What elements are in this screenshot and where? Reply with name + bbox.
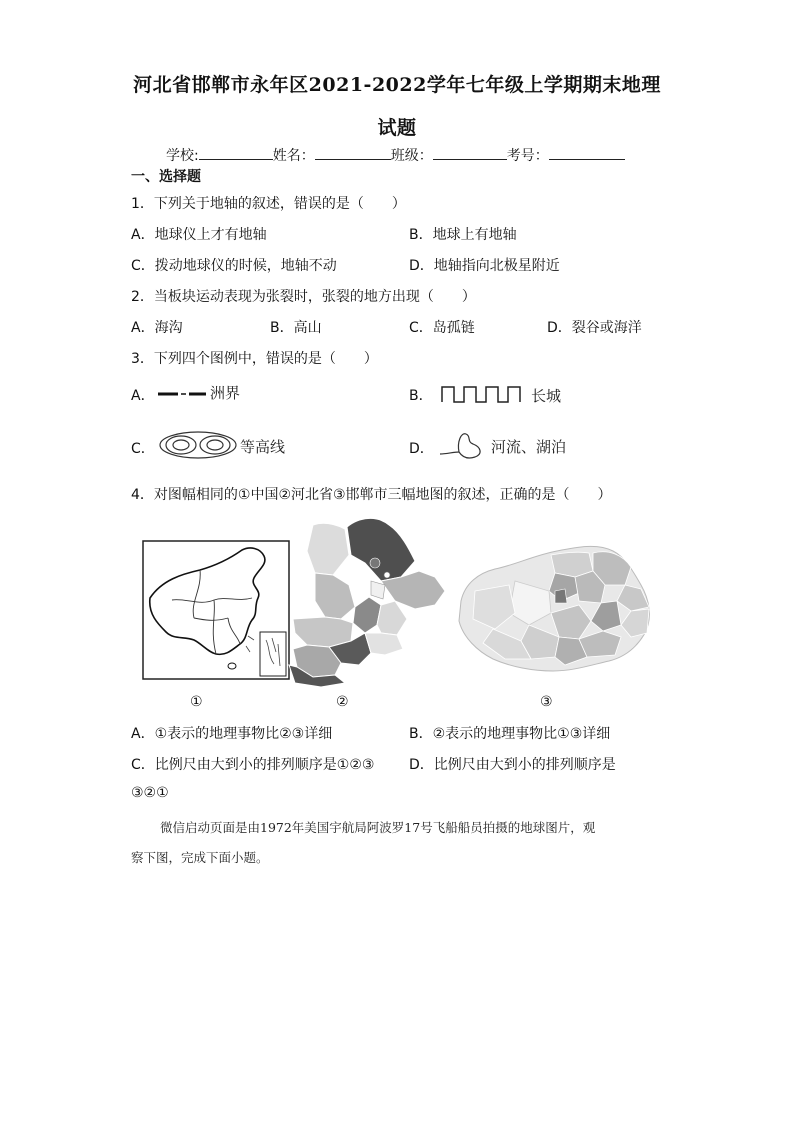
passage-line1: 微信启动页面是由1972年美国宇航局阿波罗17号飞船船员拍摄的地球图片，观 (160, 820, 596, 835)
q2-option-c: C．岛孤链 (409, 320, 475, 336)
q3-option-b-text: 长城 (531, 387, 562, 405)
q4-option-a: A．①表示的地理事物比②③详细 (131, 726, 333, 742)
q1-option-b: B．地球上有地轴 (409, 227, 517, 243)
name-label: 姓名： (272, 148, 315, 164)
q2-option-b: B．高山 (270, 320, 322, 336)
q1-stem: 1．下列关于地轴的叙述，错误的是（ ） (131, 196, 406, 212)
q3-option-a-text: 洲界 (210, 384, 241, 402)
q2-option-a: A．海沟 (131, 320, 183, 336)
page-title: 河北省邯郸市永年区2021-2022学年七年级上学期期末地理 (133, 74, 661, 96)
q1-option-c: C．拨动地球仪的时候，地轴不动 (131, 258, 337, 274)
passage-line2: 察下图，完成下面小题。 (131, 850, 269, 865)
boundary-legend-icon (158, 388, 208, 400)
q3-option-a-letter: A． (131, 388, 155, 404)
q3-option-b-letter: B． (409, 388, 433, 404)
page-title-cont: 试题 (377, 117, 417, 139)
q4-option-b: B．②表示的地理事物比①③详细 (409, 726, 611, 742)
q1-option-d: D．地轴指向北极星附近 (409, 258, 560, 274)
china-map-figure (142, 540, 290, 680)
q4-option-d-cont: ③②① (131, 785, 169, 801)
great-wall-legend-icon (441, 384, 525, 404)
q3-option-c-text: 等高线 (240, 438, 286, 456)
school-label: 学校: (166, 148, 199, 164)
name-blank[interactable] (315, 147, 391, 160)
q3-option-d-text: 河流、湖泊 (491, 438, 567, 456)
river-lake-legend-icon (439, 428, 489, 462)
q1-option-a: A．地球仪上才有地轴 (131, 227, 267, 243)
number-label: 考号： (506, 148, 549, 164)
q2-stem: 2．当板块运动表现为张裂时，张裂的地方出现（ ） (131, 289, 476, 305)
q3-stem: 3．下列四个图例中，错误的是（ ） (131, 351, 378, 367)
class-label: 班级： (390, 148, 433, 164)
section-heading: 一、选择题 (131, 169, 201, 185)
hebei-map-figure (285, 515, 455, 687)
q4-option-c: C．比例尺由大到小的排列顺序是①②③ (131, 757, 375, 773)
map3-label: ③ (540, 694, 553, 710)
q3-option-d-letter: D． (409, 441, 434, 457)
map1-label: ① (190, 694, 203, 710)
school-blank[interactable] (199, 147, 273, 160)
contour-legend-icon (158, 430, 238, 460)
q2-option-d: D．裂谷或海洋 (547, 320, 642, 336)
map2-label: ② (336, 694, 349, 710)
q4-stem: 4．对图幅相同的①中国②河北省③邯郸市三幅地图的叙述，正确的是（ ） (131, 487, 612, 503)
class-blank[interactable] (433, 147, 507, 160)
q3-option-c-letter: C． (131, 441, 155, 457)
q4-option-d: D．比例尺由大到小的排列顺序是 (409, 757, 616, 773)
student-info (166, 145, 625, 165)
handan-map-figure (455, 541, 655, 676)
number-blank[interactable] (549, 147, 625, 160)
